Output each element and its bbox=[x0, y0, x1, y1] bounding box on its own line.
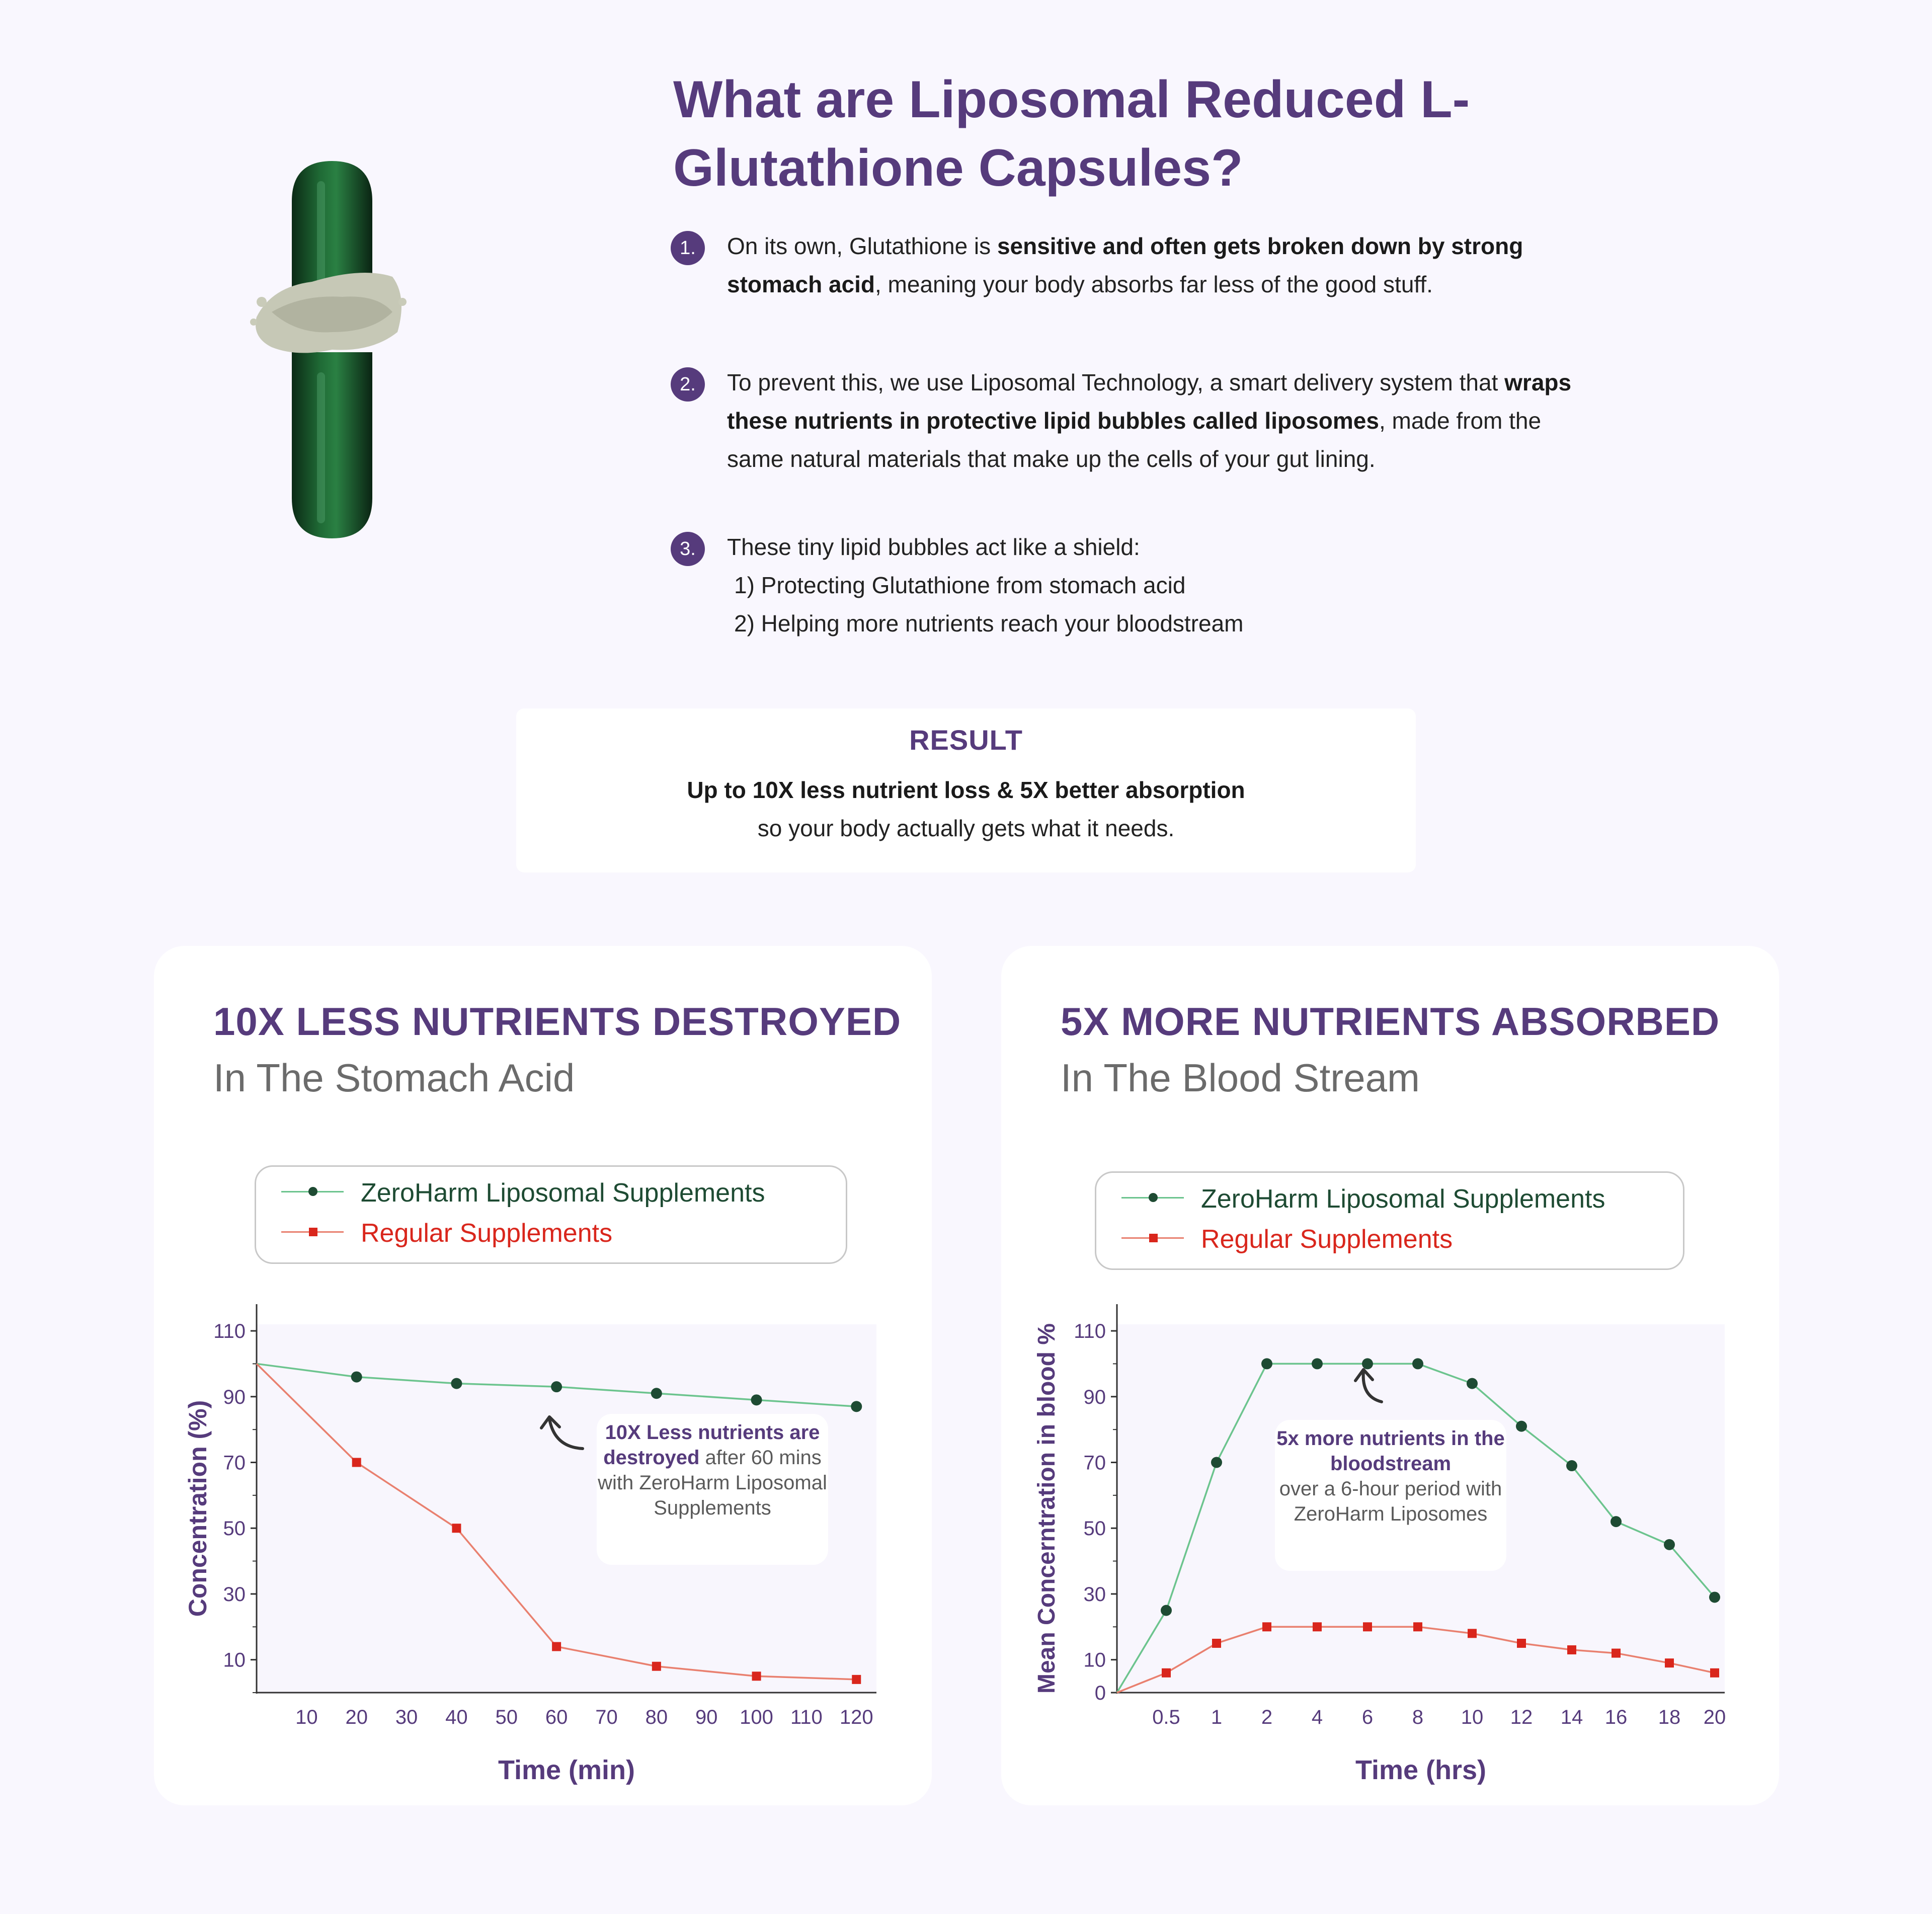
data-point-zeroharm bbox=[1709, 1591, 1720, 1603]
step-number: 1. bbox=[671, 231, 705, 265]
data-point-zeroharm bbox=[1566, 1460, 1577, 1471]
data-point-regular bbox=[1567, 1645, 1576, 1654]
data-point-zeroharm bbox=[1412, 1358, 1423, 1369]
x-tick-label: 60 bbox=[545, 1706, 568, 1728]
x-tick-label: 30 bbox=[395, 1706, 418, 1728]
data-point-regular bbox=[552, 1642, 561, 1651]
data-point-zeroharm bbox=[351, 1372, 362, 1383]
x-tick-label: 0.5 bbox=[1152, 1706, 1180, 1728]
data-point-zeroharm bbox=[651, 1388, 662, 1399]
x-tick-label: 40 bbox=[445, 1706, 468, 1728]
result-title: RESULT bbox=[909, 724, 1023, 756]
data-point-zeroharm bbox=[1161, 1605, 1172, 1616]
data-point-regular bbox=[1262, 1622, 1271, 1631]
y-axis-label: Concentration (%) bbox=[184, 1400, 212, 1617]
data-point-regular bbox=[1413, 1622, 1422, 1631]
data-point-regular bbox=[452, 1524, 461, 1533]
shield-point-1: 1) Protecting Glutathione from stomach acid bbox=[734, 572, 1186, 598]
page-title: What are Liposomal Reduced L-Glutathione Capsules? bbox=[673, 70, 1470, 197]
result-box bbox=[516, 708, 1416, 872]
chart-title: 5X MORE NUTRIENTS ABSORBED bbox=[1061, 999, 1720, 1044]
result-headline: Up to 10X less nutrient loss & 5X better absorption bbox=[687, 777, 1245, 803]
data-point-regular bbox=[1313, 1622, 1322, 1631]
x-tick-label: 120 bbox=[839, 1706, 873, 1728]
y-tick-label: 50 bbox=[1083, 1518, 1106, 1540]
result-subline: so your body actually gets what it needs. bbox=[757, 815, 1175, 841]
data-point-regular bbox=[1363, 1622, 1372, 1631]
y-tick-label: 90 bbox=[1083, 1386, 1106, 1408]
data-point-regular bbox=[1517, 1639, 1526, 1648]
x-tick-label: 6 bbox=[1361, 1706, 1374, 1728]
step-number: 2. bbox=[671, 367, 705, 402]
data-point-regular bbox=[1468, 1629, 1477, 1638]
data-point-zeroharm bbox=[1312, 1358, 1323, 1369]
data-point-regular bbox=[352, 1458, 361, 1467]
y-tick-label: 30 bbox=[223, 1583, 246, 1606]
y-tick-label: 110 bbox=[1074, 1320, 1106, 1343]
data-point-zeroharm bbox=[551, 1381, 562, 1392]
data-point-zeroharm bbox=[451, 1378, 462, 1389]
data-point-zeroharm bbox=[1362, 1358, 1373, 1369]
x-tick-label: 20 bbox=[1703, 1706, 1726, 1728]
data-point-zeroharm bbox=[1467, 1378, 1478, 1389]
capsule-image bbox=[242, 151, 423, 553]
chart-subtitle: In The Stomach Acid bbox=[213, 1056, 575, 1100]
line-chart-blood bbox=[1001, 946, 1779, 1805]
data-point-zeroharm bbox=[751, 1394, 762, 1405]
x-tick-label: 90 bbox=[695, 1706, 718, 1728]
line-chart-stomach bbox=[154, 946, 932, 1805]
step-text: On its own, Glutathione is sensitive and often gets broken down by strong stomach acid, meaning your body absorbs far less of the good stuff. bbox=[727, 233, 1523, 297]
x-tick-label: 4 bbox=[1311, 1706, 1323, 1728]
data-point-zeroharm bbox=[1611, 1516, 1622, 1527]
y-tick-label: 10 bbox=[1083, 1649, 1106, 1671]
y-tick-label: 30 bbox=[1083, 1583, 1106, 1606]
x-tick-label: 70 bbox=[595, 1706, 618, 1728]
data-point-zeroharm bbox=[1516, 1421, 1527, 1432]
data-point-regular bbox=[1710, 1668, 1719, 1678]
data-point-regular bbox=[652, 1662, 661, 1671]
x-tick-label: 10 bbox=[295, 1706, 318, 1728]
chart-card-blood bbox=[1001, 946, 1779, 1805]
data-point-regular bbox=[1665, 1658, 1674, 1667]
x-tick-label: 8 bbox=[1412, 1706, 1424, 1728]
y-tick-label: 50 bbox=[223, 1518, 246, 1540]
chart-legend: ZeroHarm Liposomal Supplements Regular Supplements bbox=[1095, 1171, 1684, 1270]
y-tick-label: 70 bbox=[223, 1452, 246, 1474]
y-tick-label: 0 bbox=[1094, 1682, 1106, 1704]
y-tick-label: 10 bbox=[223, 1649, 246, 1671]
chart-card-stomach bbox=[154, 946, 932, 1805]
chart-annotation: 10X Less nutrients are destroyed after 60 mins with ZeroHarm Liposomal Supplements bbox=[597, 1414, 828, 1565]
y-tick-label: 110 bbox=[213, 1320, 246, 1343]
chart-legend: ZeroHarm Liposomal Supplements Regular Supplements bbox=[255, 1165, 847, 1264]
x-tick-label: 16 bbox=[1604, 1706, 1628, 1728]
data-point-zeroharm bbox=[1664, 1539, 1675, 1550]
data-point-zeroharm bbox=[1211, 1457, 1222, 1468]
chart-annotation: 5x more nutrients in the bloodstream over a 6-hour period with ZeroHarm Liposomes bbox=[1275, 1420, 1506, 1571]
data-point-regular bbox=[852, 1675, 861, 1684]
x-axis-label: Time (min) bbox=[498, 1755, 635, 1785]
data-point-zeroharm bbox=[1261, 1358, 1272, 1369]
x-tick-label: 12 bbox=[1510, 1706, 1533, 1728]
chart-title: 10X LESS NUTRIENTS DESTROYED bbox=[213, 999, 902, 1044]
y-tick-label: 70 bbox=[1083, 1452, 1106, 1474]
x-tick-label: 110 bbox=[790, 1706, 823, 1728]
x-tick-label: 18 bbox=[1658, 1706, 1681, 1728]
shield-point-2: 2) Helping more nutrients reach your bloodstream bbox=[734, 610, 1244, 636]
data-point-regular bbox=[1612, 1649, 1621, 1658]
chart-subtitle: In The Blood Stream bbox=[1061, 1056, 1420, 1100]
x-axis-label: Time (hrs) bbox=[1355, 1755, 1487, 1785]
x-tick-label: 50 bbox=[495, 1706, 518, 1728]
y-tick-label: 90 bbox=[223, 1386, 246, 1408]
x-tick-label: 100 bbox=[740, 1706, 773, 1728]
x-tick-label: 20 bbox=[345, 1706, 368, 1728]
data-point-regular bbox=[1212, 1639, 1221, 1648]
x-tick-label: 80 bbox=[645, 1706, 668, 1728]
step-number: 3. bbox=[671, 532, 705, 566]
x-tick-label: 10 bbox=[1461, 1706, 1484, 1728]
x-tick-label: 14 bbox=[1560, 1706, 1583, 1728]
step-text: These tiny lipid bubbles act like a shield: 1) Protecting Glutathione from stomach acid 2) Helping more nutrients reach your bloodstream bbox=[727, 528, 1572, 643]
data-point-zeroharm bbox=[851, 1401, 862, 1412]
data-point-regular bbox=[752, 1671, 761, 1681]
step-text: To prevent this, we use Liposomal Technology, a smart delivery system that wraps these nutrients in protective lipid bubbles called liposomes, made from the same natural materials that make up the cells of your gut lining. bbox=[727, 369, 1572, 472]
x-tick-label: 1 bbox=[1211, 1706, 1223, 1728]
y-axis-label: Mean Concerntration in blood % bbox=[1033, 1323, 1060, 1694]
data-point-regular bbox=[1162, 1668, 1171, 1678]
x-tick-label: 2 bbox=[1261, 1706, 1273, 1728]
